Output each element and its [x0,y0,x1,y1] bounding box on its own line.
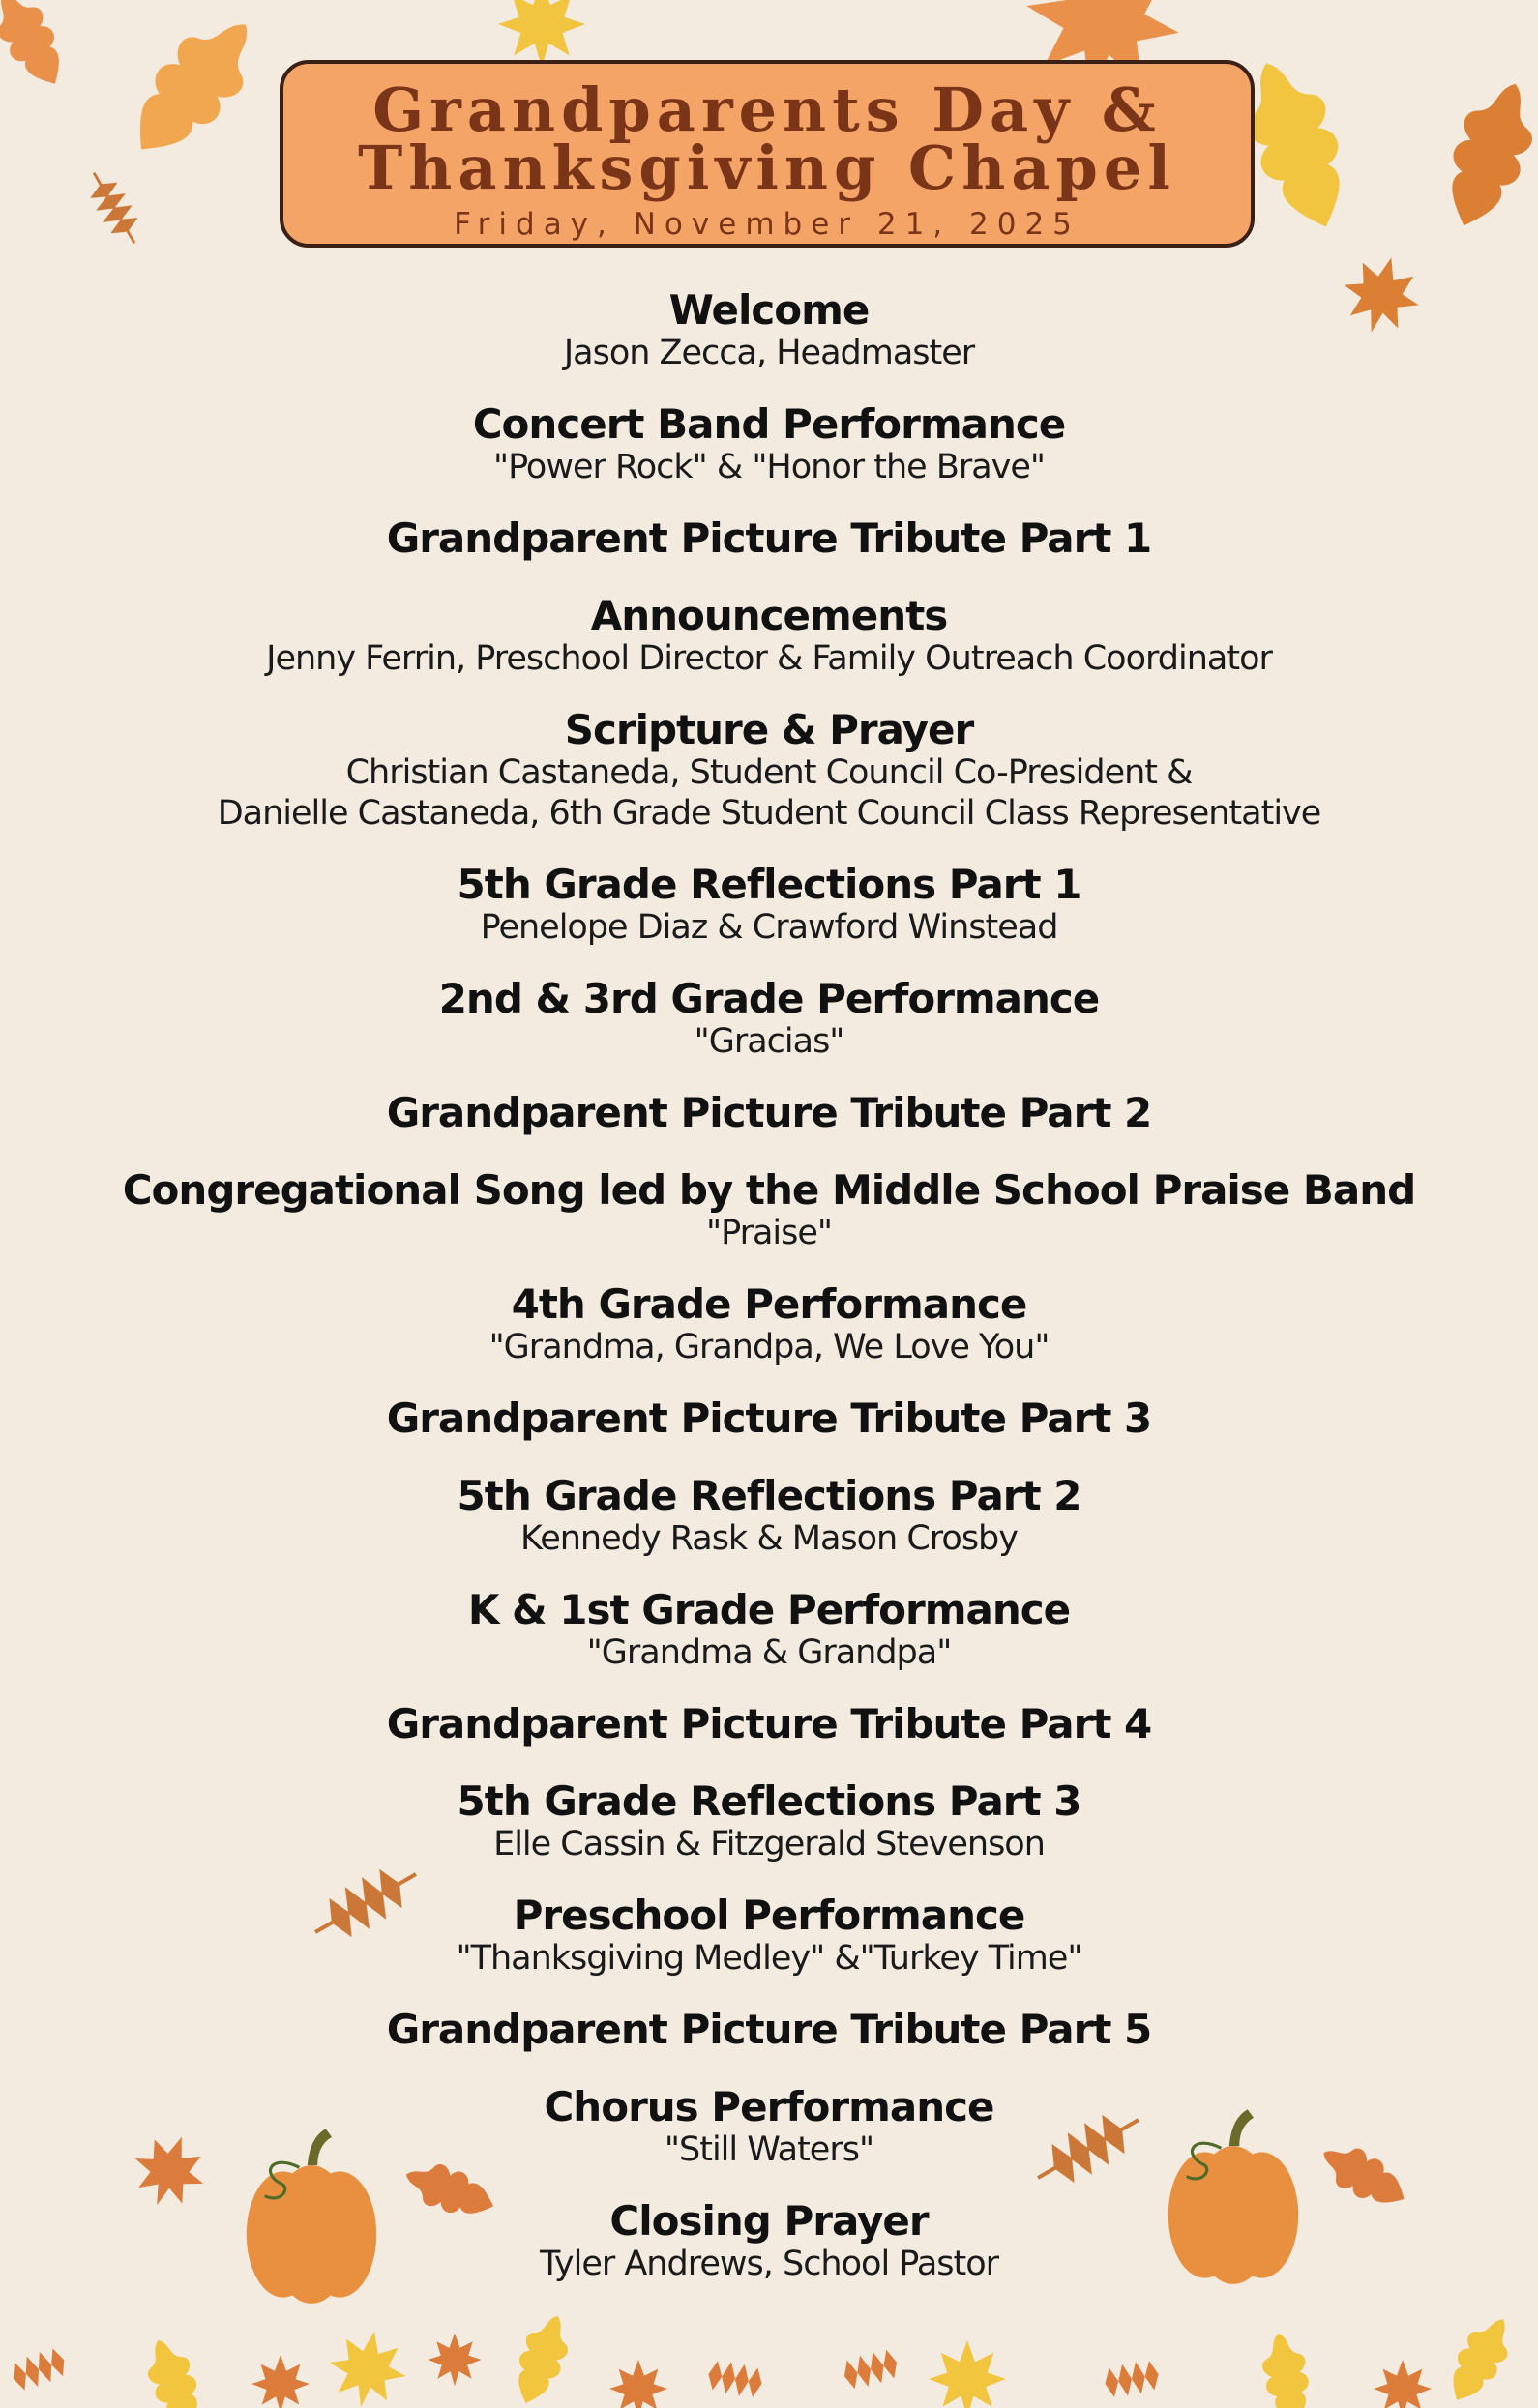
program-item-detail: Tyler Andrews, School Pastor [539,2245,999,2283]
program-item-announcements [0,594,1538,679]
program-item-reflections-3 [0,1779,1538,1865]
program-item-detail: Penelope Diaz & Crawford Winstead [480,908,1058,947]
page-title [283,64,1251,203]
program-item-4th-grade [0,1282,1538,1367]
program-item-title: Chorus Performance [544,2083,994,2130]
program-item-title: Preschool Performance [513,1892,1025,1939]
program-item-tribute-3 [0,1396,1538,1441]
program-item-detail: Jason Zecca, Headmaster [563,334,975,372]
program-item-title: Announcements [590,592,948,639]
program-item-title: Welcome [668,286,870,334]
program-item-2nd-3rd-grade [0,977,1538,1062]
program-item-detail: "Grandma, Grandpa, We Love You" [488,1328,1050,1366]
program-item-reflections-1 [0,863,1538,948]
program-item-tribute-5 [0,2008,1538,2052]
program-item-title: Grandparent Picture Tribute Part 5 [386,2006,1152,2053]
program-item-detail: Jenny Ferrin, Preschool Director & Family Outreach Coordinator [266,639,1272,678]
program-item-detail: "Thanksgiving Medley" &"Turkey Time" [456,1939,1082,1978]
program-item-title: Concert Band Performance [472,400,1066,448]
program-item-title: 5th Grade Reflections Part 2 [457,1472,1081,1519]
program-item-chorus [0,2085,1538,2170]
program-item-title: 5th Grade Reflections Part 3 [457,1777,1081,1825]
program-item-detail: "Praise" [705,1214,833,1252]
program-item-closing-prayer [0,2199,1538,2284]
program-item-concert-band [0,402,1538,487]
program-item-title: Scripture & Prayer [564,706,974,753]
program-item-welcome [0,288,1538,373]
title-line-1: Grandparents Day & [372,74,1162,145]
program-item-k-1st-grade [0,1588,1538,1673]
program-item-title: Grandparent Picture Tribute Part 4 [386,1700,1152,1747]
program-item-preschool [0,1894,1538,1979]
program-item-detail: "Gracias" [694,1022,844,1061]
program-item-detail: Christian Castaneda, Student Council Co-President & [345,753,1193,792]
program-item-detail: Kennedy Rask & Mason Crosby [520,1519,1018,1558]
title-line-2: Thanksgiving Chapel [358,132,1176,203]
program-item-scripture-prayer [0,708,1538,834]
program-item-detail: "Grandma & Grandpa" [586,1633,952,1672]
program-item-title: Congregational Song led by the Middle School Praise Band [122,1166,1416,1214]
title-banner [280,60,1255,248]
program-item-title: Grandparent Picture Tribute Part 2 [386,1089,1152,1136]
program-item-title: 2nd & 3rd Grade Performance [438,975,1100,1022]
program-item-detail: "Still Waters" [664,2130,874,2169]
program-item-detail: "Power Rock" & "Honor the Brave" [492,448,1046,486]
program-item-tribute-4 [0,1702,1538,1747]
program-item-congregational-song [0,1168,1538,1253]
program-item-title: Grandparent Picture Tribute Part 1 [386,514,1152,562]
event-date: Friday, November 21, 2025 [454,207,1080,242]
program-item-reflections-2 [0,1474,1538,1559]
program-item-detail: Elle Cassin & Fitzgerald Stevenson [493,1825,1045,1864]
program-item-detail: Danielle Castaneda, 6th Grade Student Council Class Representative [217,794,1321,833]
program-list [0,288,1538,2284]
program-item-title: K & 1st Grade Performance [467,1586,1071,1633]
program-item-title: 5th Grade Reflections Part 1 [457,861,1081,908]
program-item-title: Grandparent Picture Tribute Part 3 [386,1395,1152,1442]
program-item-title: Closing Prayer [609,2197,929,2245]
program-item-tribute-2 [0,1091,1538,1135]
program-item-title: 4th Grade Performance [511,1280,1027,1328]
program-item-tribute-1 [0,516,1538,561]
